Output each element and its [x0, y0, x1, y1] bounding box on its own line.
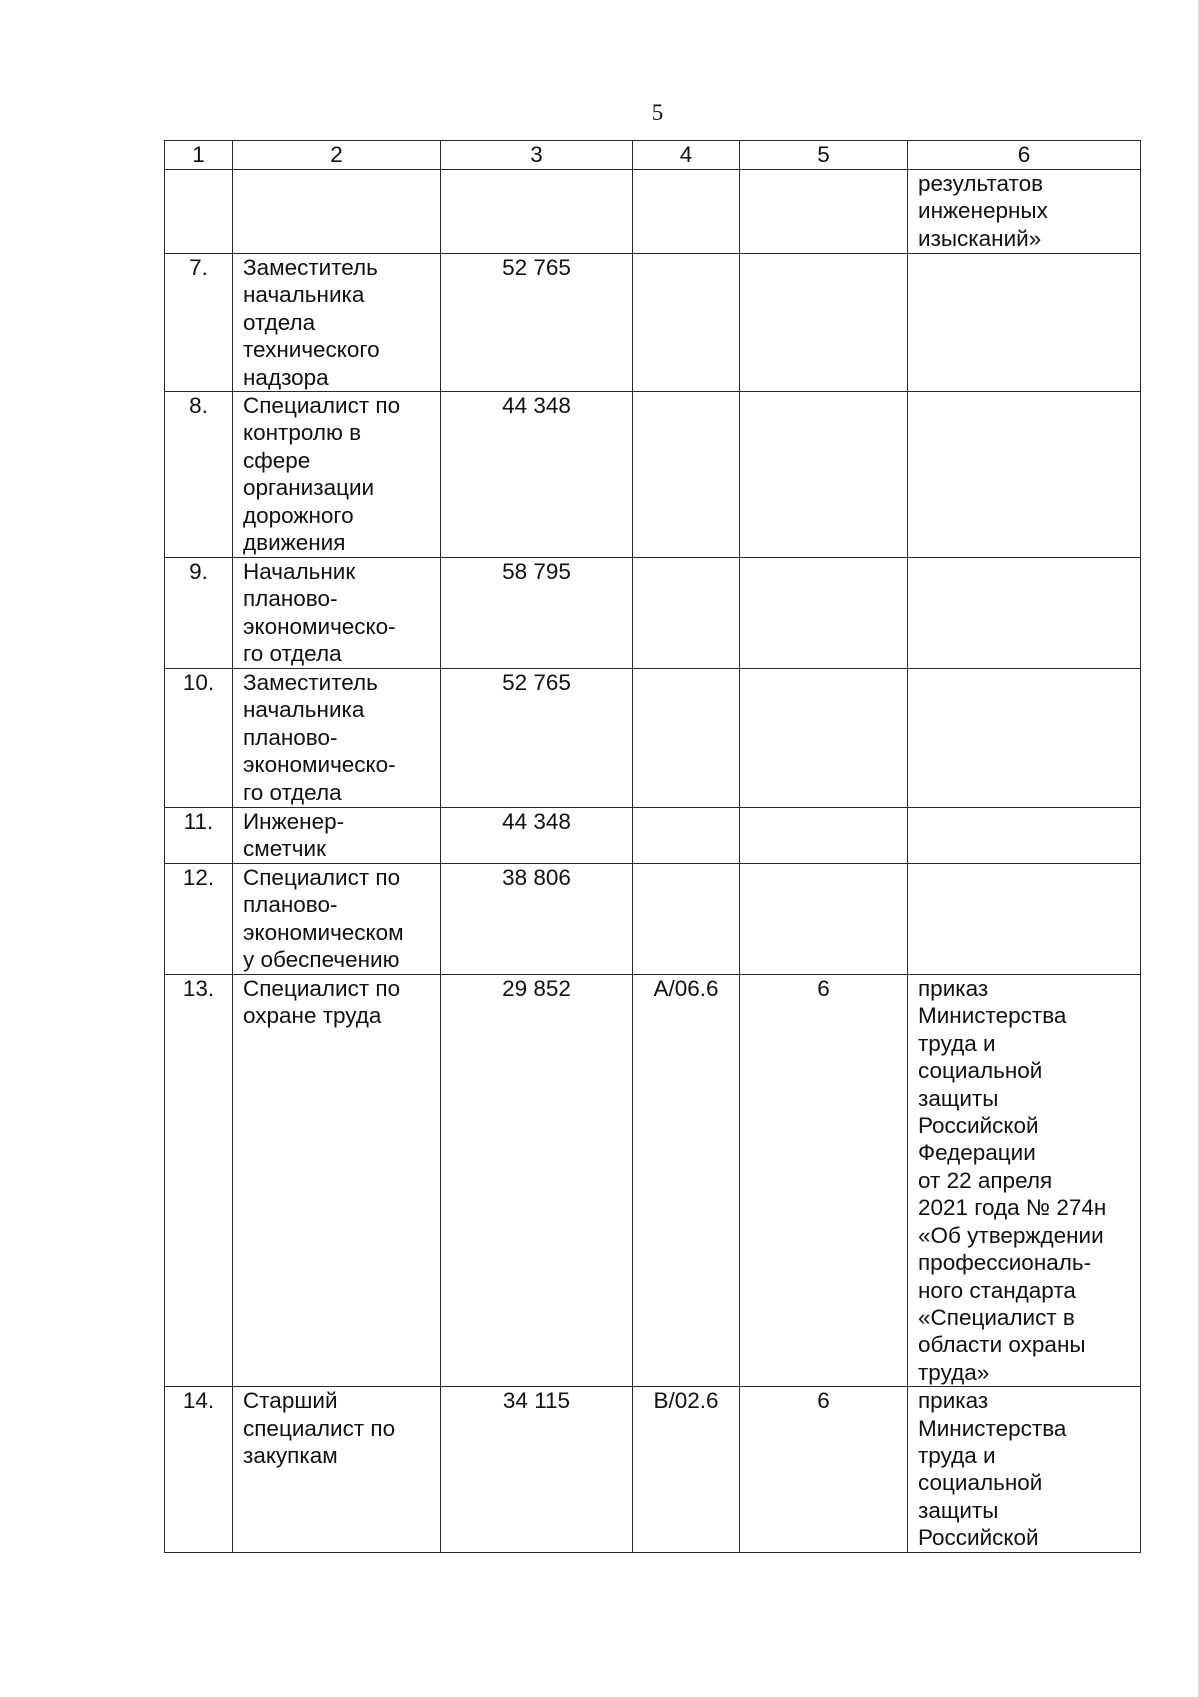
position-name: Специалист по контролю в сфере организации дорожного движения: [233, 392, 441, 558]
header-cell-6: 6: [908, 141, 1141, 170]
qualification-level: [740, 558, 908, 669]
table-row: [165, 864, 1141, 975]
header-cell-4: 4: [633, 141, 740, 170]
function-code: [633, 254, 740, 392]
function-code: B/02.6: [633, 1387, 740, 1553]
table-row: [165, 170, 1141, 254]
qualification-level: [740, 864, 908, 975]
qualification-level: 6: [740, 1387, 908, 1553]
position-name: [233, 170, 441, 254]
salary: 58 795: [441, 558, 633, 669]
header-cell-1: 1: [165, 141, 233, 170]
row-number: 13.: [165, 975, 233, 1387]
salary: 38 806: [441, 864, 633, 975]
salary: 52 765: [441, 254, 633, 392]
table-row: [165, 392, 1141, 558]
professional-standard: [908, 558, 1141, 669]
qualification-level: [740, 669, 908, 808]
professional-standard: [908, 808, 1141, 864]
salary: [441, 170, 633, 254]
salary: 44 348: [441, 808, 633, 864]
positions-table: [164, 140, 1141, 1553]
table-row: [165, 669, 1141, 808]
professional-standard: [908, 669, 1141, 808]
qualification-level: [740, 254, 908, 392]
row-number: 8.: [165, 392, 233, 558]
row-number: 14.: [165, 1387, 233, 1553]
position-name: Заместитель начальника отдела технического надзора: [233, 254, 441, 392]
professional-standard: приказ Министерства труда и социальной защиты Российской Федерации от 22 апреля 2021 года № 274н «Об утверждении профессиональ- ного стандарта «Специалист в области охраны труда»: [908, 975, 1141, 1387]
position-name: Начальник планово- экономическо- го отдела: [233, 558, 441, 669]
position-name: Специалист по планово- экономическом у обеспечению: [233, 864, 441, 975]
header-cell-3: 3: [441, 141, 633, 170]
salary: 52 765: [441, 669, 633, 808]
row-number: 12.: [165, 864, 233, 975]
function-code: [633, 392, 740, 558]
professional-standard: [908, 254, 1141, 392]
row-number: 9.: [165, 558, 233, 669]
row-number: [165, 170, 233, 254]
table-header-row: [165, 141, 1141, 170]
position-name: Специалист по охране труда: [233, 975, 441, 1387]
table-row: [165, 254, 1141, 392]
function-code: [633, 864, 740, 975]
function-code: [633, 808, 740, 864]
position-name: Инженер- сметчик: [233, 808, 441, 864]
function-code: А/06.6: [633, 975, 740, 1387]
row-number: 11.: [165, 808, 233, 864]
position-name: Заместитель начальника планово- экономическо- го отдела: [233, 669, 441, 808]
professional-standard: результатов инженерных изысканий»: [908, 170, 1141, 254]
row-number: 7.: [165, 254, 233, 392]
table-row: [165, 1387, 1141, 1553]
table-row: [165, 558, 1141, 669]
function-code: [633, 558, 740, 669]
qualification-level: [740, 808, 908, 864]
salary: 29 852: [441, 975, 633, 1387]
row-number: 10.: [165, 669, 233, 808]
table-row: [165, 808, 1141, 864]
table-row: [165, 975, 1141, 1387]
function-code: [633, 669, 740, 808]
salary: 44 348: [441, 392, 633, 558]
header-cell-2: 2: [233, 141, 441, 170]
page-number: 5: [651, 100, 664, 125]
qualification-level: [740, 170, 908, 254]
qualification-level: [740, 392, 908, 558]
professional-standard: [908, 392, 1141, 558]
professional-standard: [908, 864, 1141, 975]
header-cell-5: 5: [740, 141, 908, 170]
position-name: Старший специалист по закупкам: [233, 1387, 441, 1553]
professional-standard: приказ Министерства труда и социальной защиты Российской: [908, 1387, 1141, 1553]
salary: 34 115: [441, 1387, 633, 1553]
function-code: [633, 170, 740, 254]
qualification-level: 6: [740, 975, 908, 1387]
